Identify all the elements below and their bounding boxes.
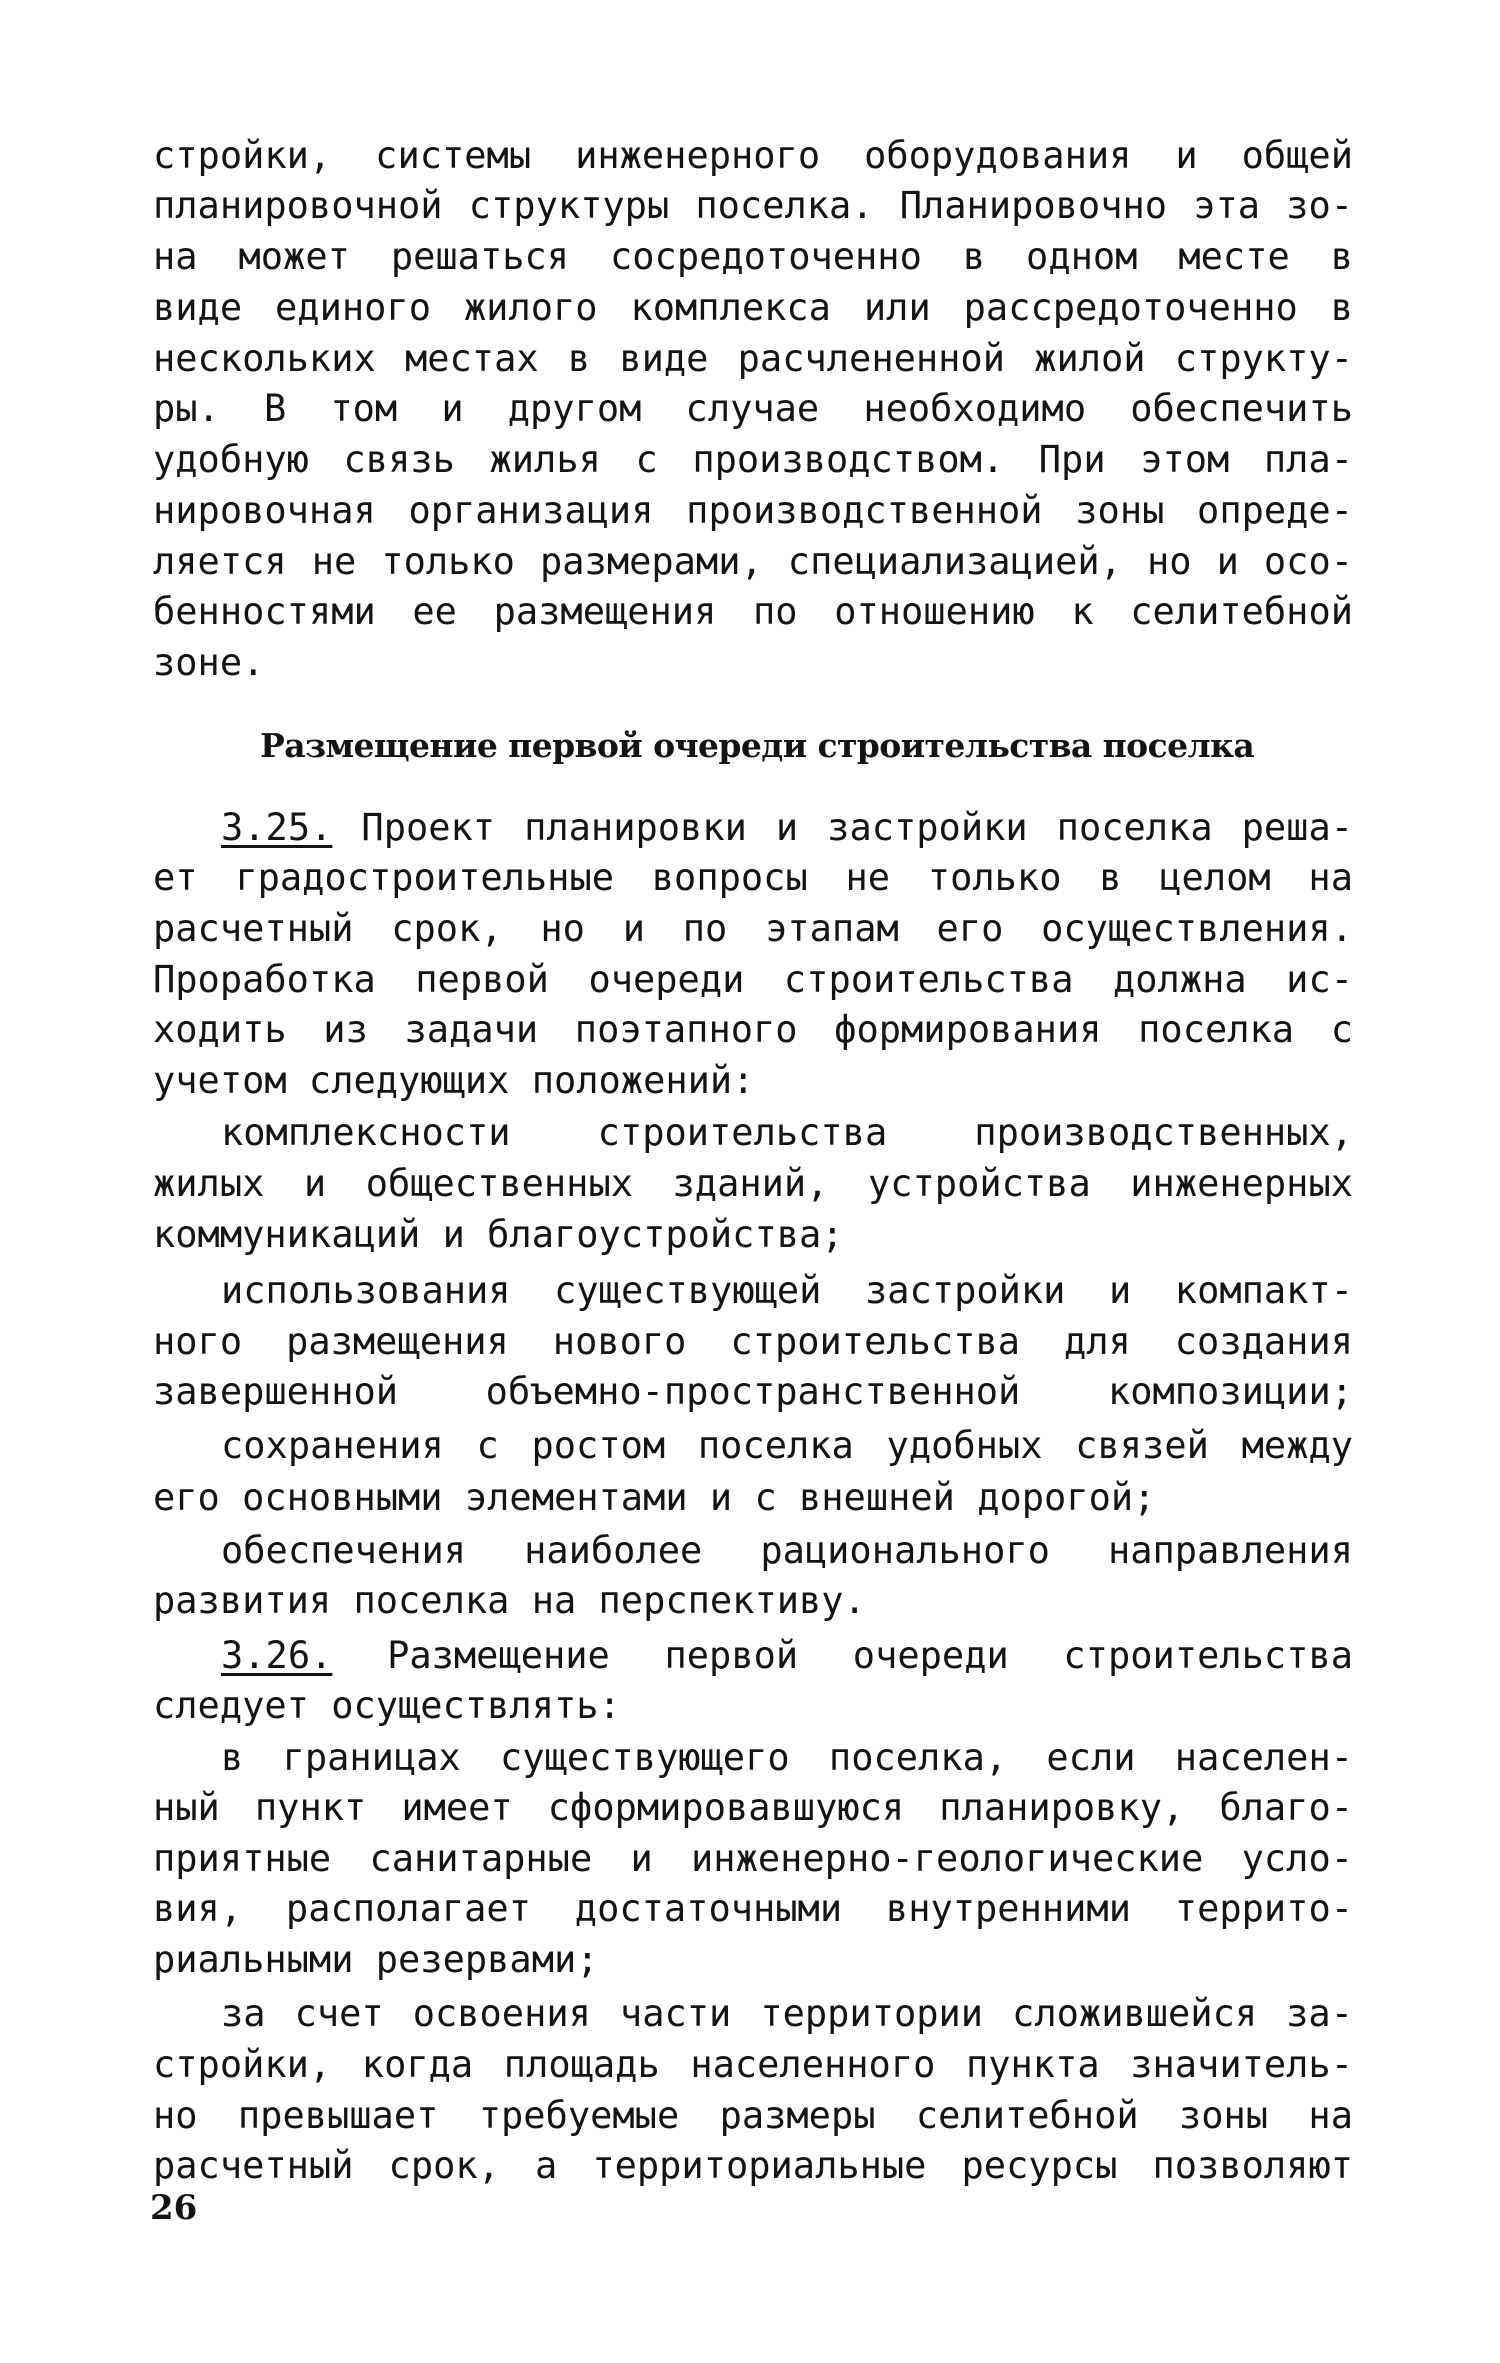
text-line: риальными резервами; — [153, 1938, 599, 1981]
text-line: ет градостроительные вопросы не только в целом на — [153, 856, 1353, 899]
text-line: жилых и общественных зданий, устройства инженерных — [153, 1162, 1353, 1205]
clause-text: Размещение первой очереди строительства — [387, 1634, 1353, 1677]
text-line: развития поселка на перспективу. — [153, 1579, 866, 1622]
clause-text: Проект планировки и застройки поселка реша- — [361, 806, 1353, 849]
text-line: удобную связь жилья с производством. При этом пла- — [153, 438, 1353, 481]
text-line: ры. В том и другом случае необходимо обеспечить — [153, 387, 1353, 430]
text-line: учетом следующих положений: — [153, 1059, 755, 1102]
text-line: расчетный срок, но и по этапам его осуществления. — [153, 907, 1353, 950]
clause-number: 3.26. — [221, 1634, 333, 1677]
text-line: следует осуществлять: — [153, 1684, 621, 1727]
list-item: в границах существующего поселка, если населен- — [221, 1736, 1353, 1779]
list-item: обеспечения наиболее рационального направления — [221, 1529, 1353, 1572]
text-line: ного размещения нового строительства для создания — [153, 1320, 1353, 1363]
text-line: стройки, системы инженерного оборудования и общей — [153, 134, 1353, 177]
text-line: виде единого жилого комплекса или рассредоточенно в — [153, 286, 1353, 329]
clause-first-line — [221, 1630, 1353, 1682]
text-line: на может решаться сосредоточенно в одном месте в — [153, 235, 1353, 278]
clause-number: 3.25. — [221, 806, 333, 849]
page-number: 26 — [150, 2188, 198, 2228]
text-line: ходить из задачи поэтапного формирования поселка с — [153, 1008, 1353, 1051]
text-line: нескольких местах в виде расчлененной жилой структу- — [153, 337, 1353, 380]
text-line: расчетный срок, а территориальные ресурсы позволяют — [153, 2144, 1353, 2187]
text-line: зоне. — [153, 641, 265, 684]
text-line: но превышает требуемые размеры селитебной зоны на — [153, 2094, 1353, 2137]
list-item: за счет освоения части территории сложившейся за- — [221, 1992, 1353, 2035]
text-line: его основными элементами и с внешней дорогой; — [153, 1476, 1156, 1519]
text-line: завершенной объемно-пространственной композиции; — [153, 1370, 1353, 1413]
list-item: использования существующей застройки и компакт- — [221, 1269, 1353, 1312]
text-line: приятные санитарные и инженерно-геологические усло- — [153, 1837, 1353, 1880]
text-line: стройки, когда площадь населенного пункта значитель- — [153, 2043, 1353, 2086]
text-line: ный пункт имеет сформировавшуюся планировку, благо- — [153, 1786, 1353, 1829]
text-line: коммуникаций и благоустройства; — [153, 1213, 844, 1256]
text-line: бенностями ее размещения по отношению к селитебной — [153, 590, 1353, 633]
text-line: ляется не только размерами, специализацией, но и осо- — [153, 540, 1353, 583]
list-item: сохранения с ростом поселка удобных связей между — [221, 1424, 1353, 1467]
text-line: Проработка первой очереди строительства должна ис- — [153, 958, 1353, 1001]
text-line: вия, располагает достаточными внутренними террито- — [153, 1887, 1353, 1930]
section-heading: Размещение первой очереди строительства поселка — [260, 726, 1255, 765]
text-line: планировочной структуры поселка. Планировочно эта зо- — [153, 184, 1353, 227]
clause-first-line — [221, 802, 1353, 854]
list-item: комплексности строительства производственных, — [221, 1111, 1353, 1154]
text-line: нировочная организация производственной зоны опреде- — [153, 489, 1353, 532]
